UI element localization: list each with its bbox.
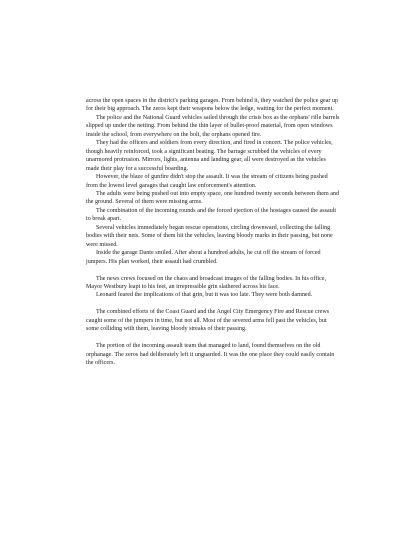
paragraph-12: The portion of the incoming assault team that managed to land, found themselves on the old orphanage. The zeros had deliberately left it unguarded. It was the one place they could easily contain the officers.	[86, 343, 335, 366]
paragraph-3: They had the officers and soldiers from every direction, and fired in concert. The police vehicles, though heavily reinforced, took a significant beating. The barrage scrubbed the vehicles of every unarmored protrusion. Mirrors, lights, antenna and landing gear, all were destroyed as the vehicles made their play for a successful boarding.	[86, 140, 333, 172]
paragraph-9: The news crews focused on the chaos and broadcast images of the falling bodies. In his office, Mayor Westbury leapt to his feet, an irrepressible grin slathered across his face.	[86, 275, 327, 290]
paragraph-7: Several vehicles immediately began rescue operations, circling downward, collecting the falling bodies with their nets. Some of them hit the vehicles, leaving bloody marks in their passing, but none were missed.	[86, 224, 333, 248]
body-text	[86, 97, 340, 367]
paragraph-2: The police and the National Guard vehicles sailed through the crisis box as the orphans' rifle barrels slipped up under the netting. From behind the thin layer of bullet-proof material, from open windows inside the school, from everywhere on the bolt, the orphans opened fire.	[86, 114, 340, 138]
paragraph-4: However, the blaze of gunfire didn't stop the assault. It was the stream of citizens being pushed from the lowest level garages that caught law enforcement's attention.	[86, 174, 328, 189]
paragraph-6: The combination of the incoming rounds and the forced ejection of the hostages caused the assault to break apart.	[86, 207, 337, 223]
paragraph-8: Inside the garage Dante smiled. After about a hundred adults, he cut off the stream of forced jumpers. His plan worked, their assault had crumbled.	[86, 250, 321, 265]
paragraph-11: The combined efforts of the Coast Guard and the Angel City Emergency Fire and Rescue crews caught some of the jumpers in time, but not all. Most of the severed arms fell past the vehicles, but some colliding with them, leaving bloody streaks of their passing.	[86, 309, 330, 333]
paragraph-1: across the open spaces in the district's parking garages. From behind it, they watched the police gear up for their big approach. The zeros kept their weapons below the ledge, waiting for the perfect moment.	[86, 98, 339, 113]
paragraph-5: The adults were being pushed out into empty space, one hundred twenty seconds between them and the ground. Several of them were missing arms.	[86, 190, 340, 206]
section-break	[86, 266, 340, 274]
paragraph-10: Leonard feared the implications of that grin, but it was too late. They were both damned.	[96, 292, 313, 299]
section-break	[86, 334, 340, 342]
section-break	[86, 300, 340, 308]
